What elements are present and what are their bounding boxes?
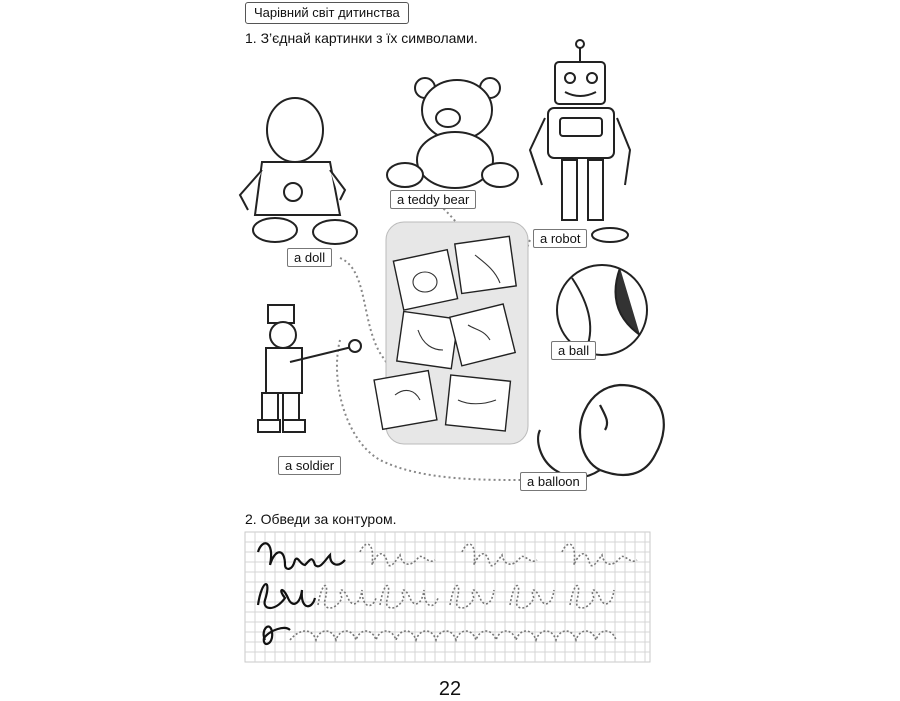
card-ball-sign (397, 311, 458, 368)
label-doll: a doll (287, 248, 332, 267)
symbol-panel (374, 222, 528, 444)
card-teddy-sign (455, 236, 516, 293)
doll-picture (240, 98, 357, 244)
card-doll-sign (393, 250, 457, 310)
label-ball: a ball (551, 341, 596, 360)
task1-instruction: 1. З’єднай картинки з їх символами. (245, 30, 478, 46)
section-title: Чарівний світ дитинства (245, 2, 409, 24)
robot-picture (530, 40, 630, 242)
label-teddy-bear: a teddy bear (390, 190, 476, 209)
page-number: 22 (438, 678, 462, 700)
label-soldier: a soldier (278, 456, 341, 475)
label-balloon: a balloon (520, 472, 587, 491)
teddy-bear-picture (387, 78, 518, 188)
writing-practice-grid (245, 532, 650, 662)
card-balloon-sign (446, 375, 511, 431)
task2-instruction: 2. Обведи за контуром. (245, 511, 397, 527)
card-soldier-sign (374, 371, 437, 430)
label-robot: a robot (533, 229, 587, 248)
soldier-picture (258, 305, 361, 432)
balloon-picture (538, 385, 664, 478)
